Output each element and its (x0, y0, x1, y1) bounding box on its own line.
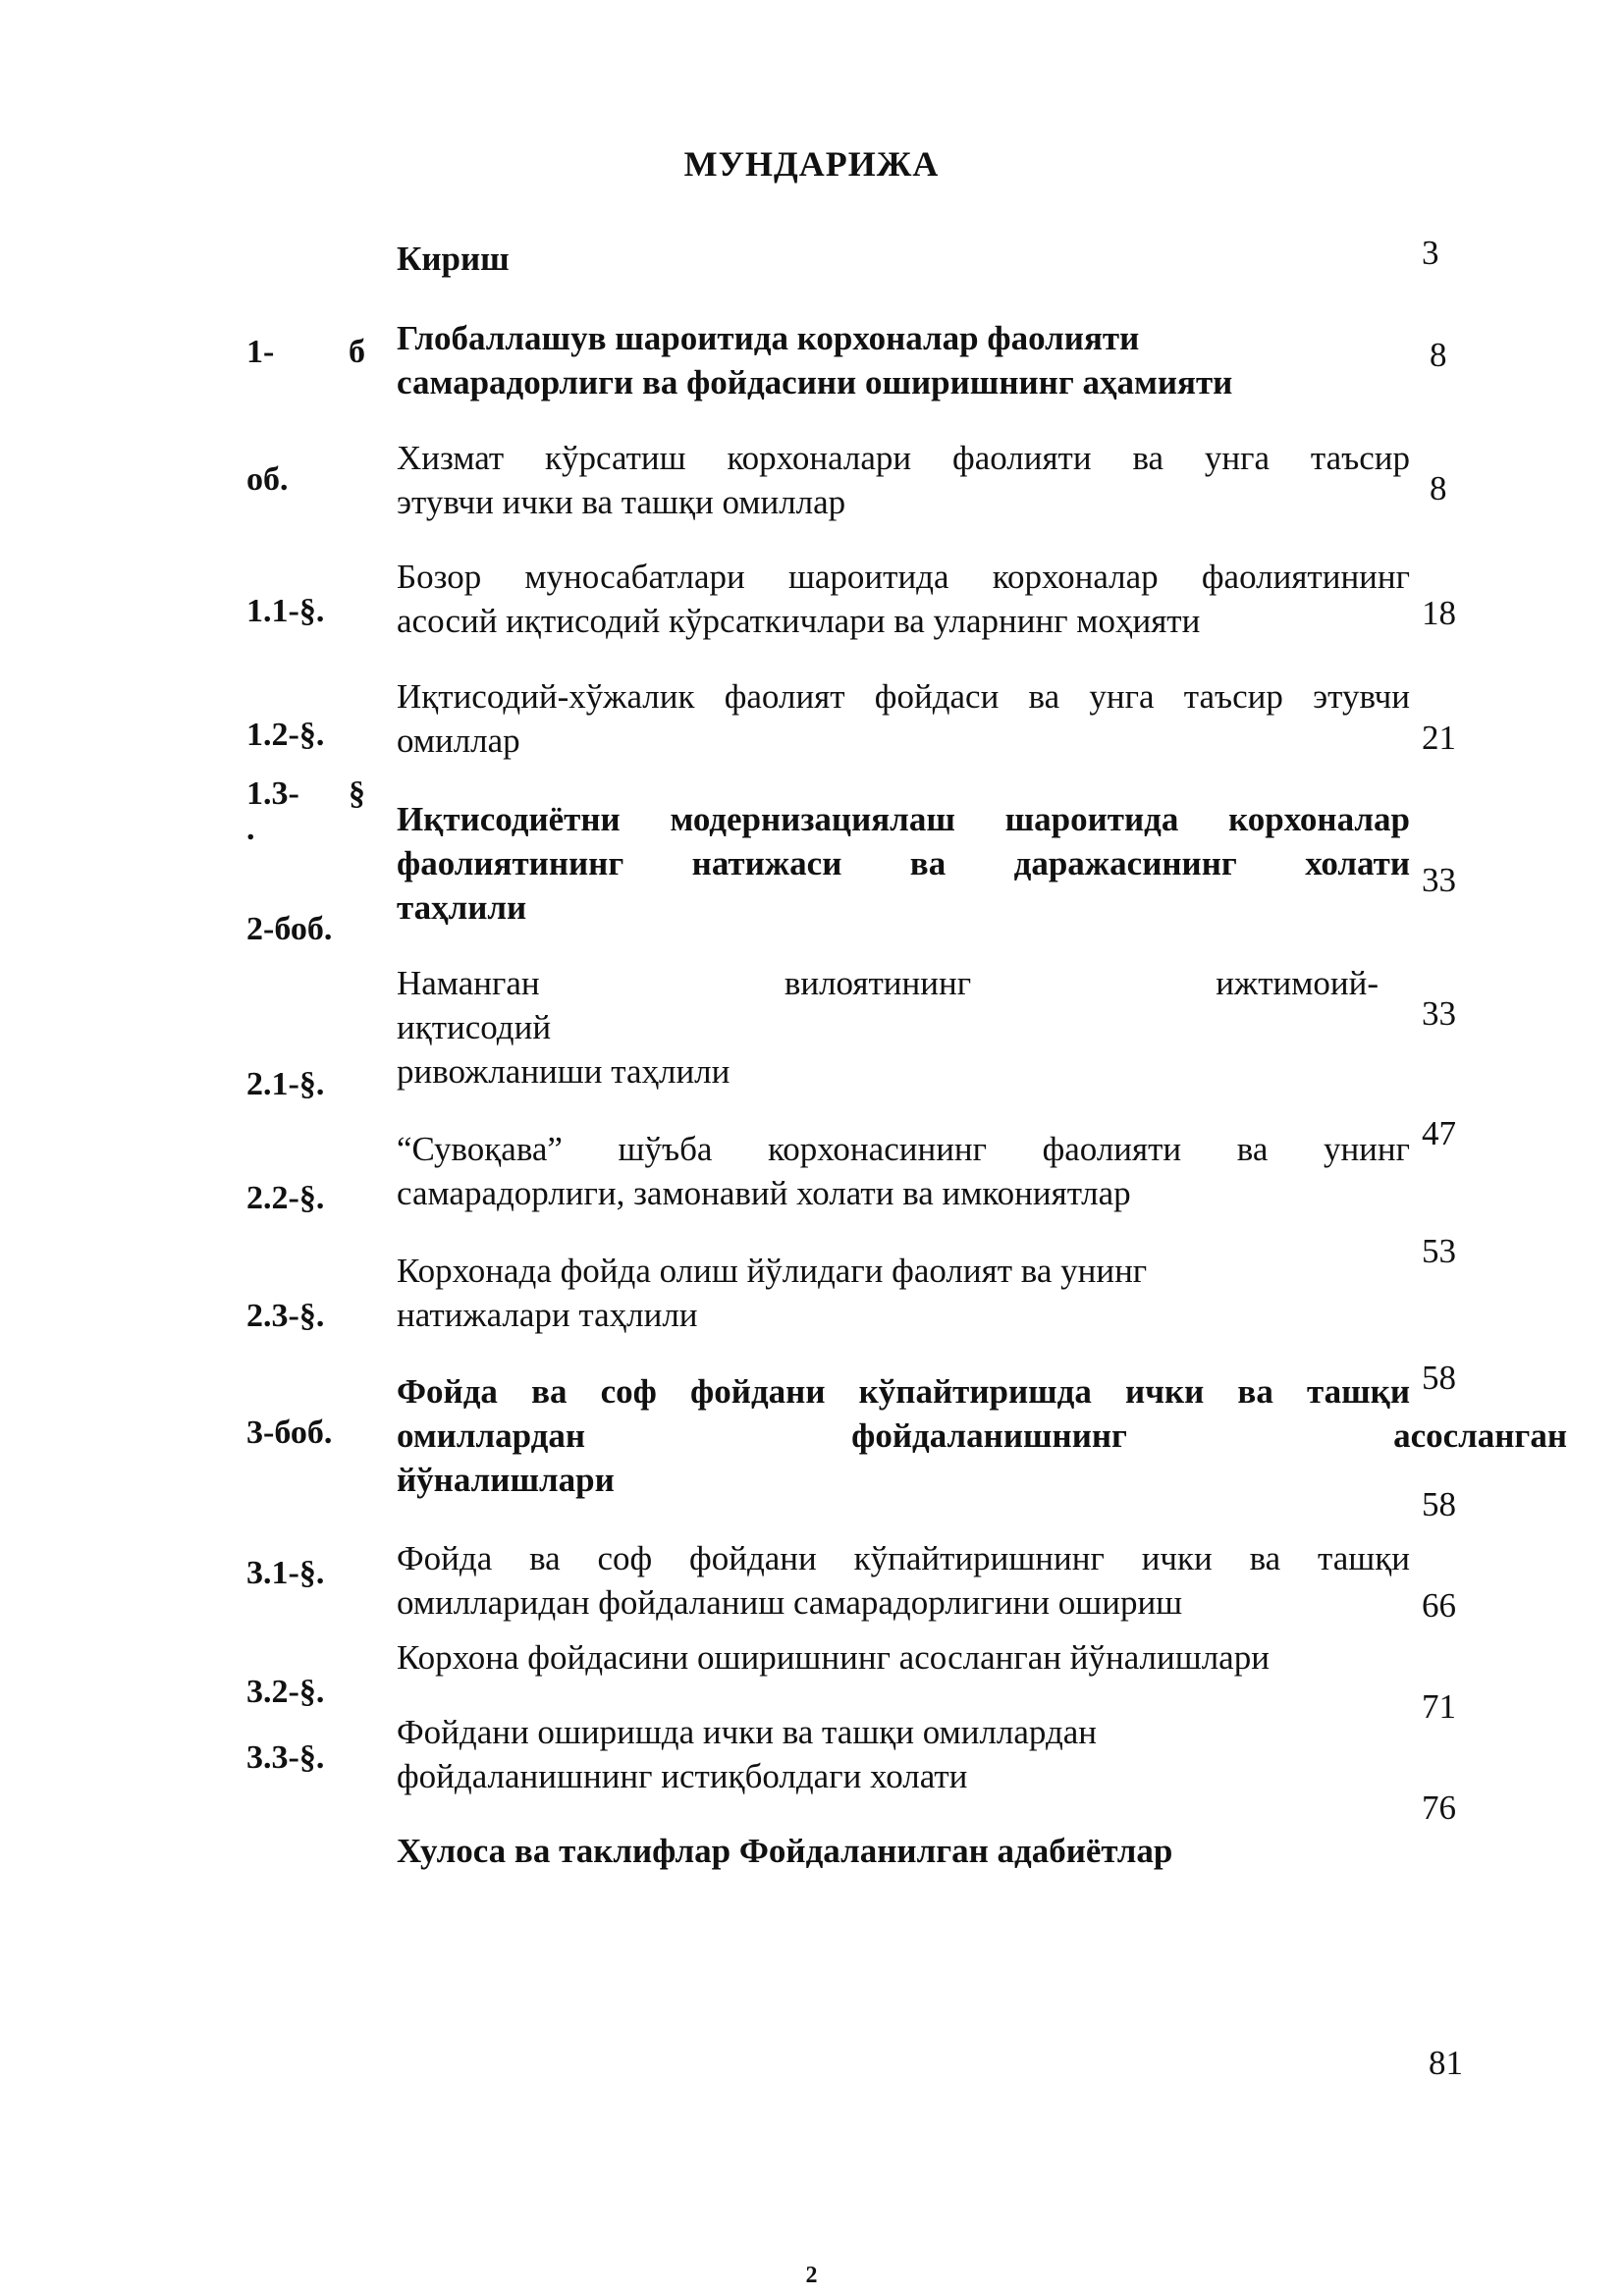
toc-ch3-word3: асосланган (1393, 1416, 1567, 1455)
toc-ch3-word2: фойдаланишнинг (851, 1416, 1127, 1455)
footer-page-number: 2 (805, 2263, 818, 2288)
toc-s12-line2: асосий иқтисодий кўрсаткичлари ва уларнинг моҳияти (397, 602, 1201, 640)
toc-intro-text: Кириш (397, 240, 510, 278)
toc-ch1-label2: об. (246, 461, 289, 498)
toc-s11-page: 8 (1430, 469, 1447, 507)
toc-s21-line2: иқтисодий (397, 1008, 552, 1046)
toc-s13-line1: Иқтисодий-хўжалик фаолият фойдаси ва унга таъсир этувчи (397, 677, 1410, 716)
toc-s23-line2: натижалари таҳлили (397, 1296, 698, 1334)
toc-s21-word2: вилоятининг (784, 964, 972, 1002)
toc-s32-page: 66 (1422, 1586, 1456, 1625)
toc-s31-label: 3.1-§. (246, 1555, 325, 1591)
toc-s13-label-tail: § (349, 775, 365, 812)
toc-s32-line1: Корхона фойдасини оширишнинг асосланган йўналишлари (397, 1638, 1270, 1677)
toc-s21-word1: Наманган (397, 964, 540, 1002)
toc-ch3-line3: йўналишлари (397, 1461, 615, 1499)
toc-ch2-page: 33 (1422, 861, 1456, 899)
toc-s22-label: 2.2-§. (246, 1180, 325, 1216)
toc-ch2-line2: фаолиятининг натижаси ва даражасининг холати (397, 844, 1410, 882)
toc-s31-line1: Фойда ва соф фойдани кўпайтиришнинг ички ва ташқи (397, 1539, 1410, 1577)
toc-s11-label: 1.1-§. (246, 593, 325, 629)
toc-conclusion-page: 76 (1422, 1789, 1456, 1827)
toc-s22-page: 47 (1422, 1114, 1456, 1152)
toc-ch1-label: 1- (246, 334, 275, 370)
toc-s31-line2: омилларидан фойдаланиш самарадорлигини ошириш (397, 1583, 1183, 1622)
toc-s23-page: 53 (1422, 1232, 1456, 1270)
toc-ch3-label: 3-боб. (246, 1415, 333, 1451)
toc-s32-label: 3.2-§. (246, 1674, 325, 1710)
toc-s31-page: 58 (1422, 1485, 1456, 1523)
toc-conclusion-text: Хулоса ва таклифлар Фойдаланилган адабиётлар (397, 1832, 1173, 1870)
toc-ch1-label-tail: б (349, 334, 365, 370)
toc-s21-label: 2.1-§. (246, 1066, 325, 1102)
toc-s23-line1: Корхонада фойда олиш йўлидаги фаолият ва унинг (397, 1252, 1148, 1290)
toc-ch1-line1: Глобаллашув шароитида корхоналар фаолияти (397, 319, 1140, 357)
toc-ch3-page: 58 (1422, 1359, 1456, 1397)
toc-s33-line1: Фойдани оширишда ички ва ташқи омиллардан (397, 1713, 1098, 1751)
toc-references-page: 81 (1429, 2044, 1463, 2082)
toc-s23-label: 2.3-§. (246, 1298, 325, 1334)
toc-ch3-word1: омиллардан (397, 1416, 585, 1455)
toc-intro-page: 3 (1422, 234, 1439, 272)
toc-s33-page: 71 (1422, 1687, 1456, 1726)
toc-s21-line1 (397, 961, 1379, 1005)
toc-ch2-line1: Иқтисодиётни модернизациялаш шароитида корхоналар (397, 800, 1410, 838)
toc-ch1-line2: самарадорлиги ва фойдасини оширишнинг аҳамияти (397, 363, 1233, 401)
toc-s13-page: 21 (1422, 719, 1456, 757)
toc-s13-label-dot: . (246, 811, 255, 847)
toc-s21-line3: ривожланиши таҳлили (397, 1052, 730, 1091)
toc-ch2-label: 2-боб. (246, 911, 333, 947)
toc-s13-line2: омиллар (397, 721, 520, 760)
toc-title: МУНДАРИЖА (683, 144, 940, 184)
toc-ch3-line1: Фойда ва соф фойдани кўпайтиришда ички ва ташқи (397, 1372, 1410, 1411)
toc-s21-word3: ижтимоий- (1216, 964, 1379, 1002)
toc-s13-label: 1.3- (246, 775, 299, 812)
toc-s33-line2: фойдаланишнинг истиқболдаги холати (397, 1757, 968, 1795)
toc-s33-label: 3.3-§. (246, 1739, 325, 1776)
toc-s11-line1: Хизмат кўрсатиш корхоналари фаолияти ва унга таъсир (397, 439, 1410, 477)
toc-s12-page: 18 (1422, 594, 1456, 632)
toc-ch2-line3: таҳлили (397, 888, 527, 927)
toc-s22-line2: самарадорлиги, замонавий холати ва имкониятлар (397, 1174, 1131, 1212)
toc-s12-label: 1.2-§. (246, 717, 325, 753)
toc-s11-line2: этувчи ички ва ташқи омиллар (397, 483, 846, 521)
toc-s21-page: 33 (1422, 994, 1456, 1033)
toc-s22-line1: “Сувоқава” шўъба корхонасининг фаолияти ва унинг (397, 1130, 1410, 1168)
toc-ch1-page: 8 (1430, 336, 1447, 374)
toc-ch3-line2 (397, 1414, 1567, 1458)
toc-s12-line1: Бозор муносабатлари шароитида корхоналар фаолиятининг (397, 558, 1410, 596)
